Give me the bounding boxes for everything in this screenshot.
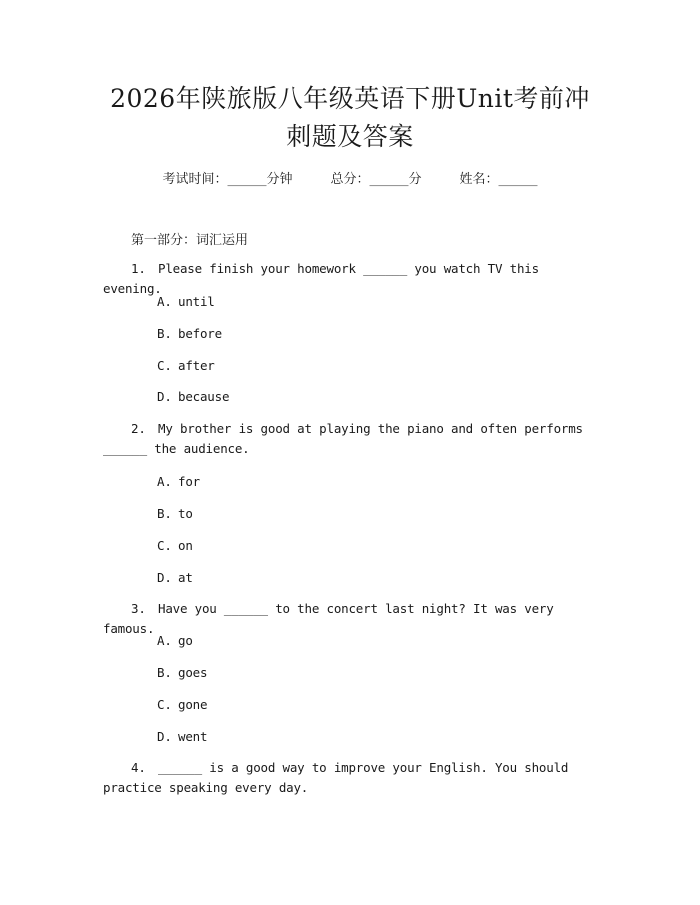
- exam-time-label: 考试时间：______分钟: [162, 172, 293, 187]
- option-2a: [157, 474, 200, 489]
- option-letter: A.: [157, 633, 172, 648]
- option-letter: B.: [157, 326, 172, 341]
- option-2d: [157, 570, 193, 585]
- total-score-label: 总分：______分: [330, 172, 422, 187]
- option-3b: [157, 665, 207, 680]
- option-text: for: [178, 474, 200, 489]
- question-text-line-2: ______ the audience.: [103, 441, 250, 456]
- name-label: 姓名：______: [459, 172, 538, 187]
- question-4: [103, 758, 603, 798]
- option-1a: [157, 294, 215, 309]
- option-text: gone: [178, 697, 208, 712]
- option-3c: [157, 697, 207, 712]
- option-text: on: [178, 538, 193, 553]
- option-text: go: [178, 633, 193, 648]
- option-text: at: [178, 570, 193, 585]
- option-text: until: [178, 294, 215, 309]
- question-number: 1.: [131, 261, 146, 276]
- option-letter: B.: [157, 506, 172, 521]
- option-letter: D.: [157, 570, 172, 585]
- option-text: to: [178, 506, 193, 521]
- option-letter: C.: [157, 697, 172, 712]
- option-2b: [157, 506, 193, 521]
- option-letter: D.: [157, 389, 172, 404]
- option-text: because: [178, 389, 230, 404]
- title-line-2: 刺题及答案: [286, 122, 414, 151]
- option-letter: C.: [157, 538, 172, 553]
- option-letter: C.: [157, 358, 172, 373]
- question-text-line-2: practice speaking every day.: [103, 780, 309, 795]
- option-letter: B.: [157, 665, 172, 680]
- option-3a: [157, 633, 193, 648]
- option-1d: [157, 389, 229, 404]
- question-text: Have you ______ to the concert last night? It was very famous.: [103, 601, 554, 636]
- option-text: goes: [178, 665, 208, 680]
- option-text: went: [178, 729, 208, 744]
- option-3d: [157, 729, 207, 744]
- option-2c: [157, 538, 193, 553]
- question-number: 3.: [131, 601, 146, 616]
- section-title: 第一部分：词汇运用: [131, 233, 249, 248]
- exam-meta: [0, 168, 700, 187]
- option-1b: [157, 326, 222, 341]
- option-letter: A.: [157, 474, 172, 489]
- question-text-line-1: ______ is a good way to improve your English. You should: [158, 760, 569, 775]
- question-number: 4.: [131, 760, 146, 775]
- title-line-1: 2026年陕旅版八年级英语下册Unit考前冲: [110, 84, 590, 113]
- question-2: [103, 419, 603, 459]
- option-1c: [157, 358, 215, 373]
- document-title: [60, 80, 640, 156]
- question-number: 2.: [131, 421, 146, 436]
- question-text: Please finish your homework ______ you watch TV this evening.: [103, 261, 539, 296]
- option-letter: A.: [157, 294, 172, 309]
- question-1: [103, 259, 603, 299]
- question-text-line-1: My brother is good at playing the piano and often performs: [158, 421, 583, 436]
- option-letter: D.: [157, 729, 172, 744]
- option-text: after: [178, 358, 215, 373]
- option-text: before: [178, 326, 222, 341]
